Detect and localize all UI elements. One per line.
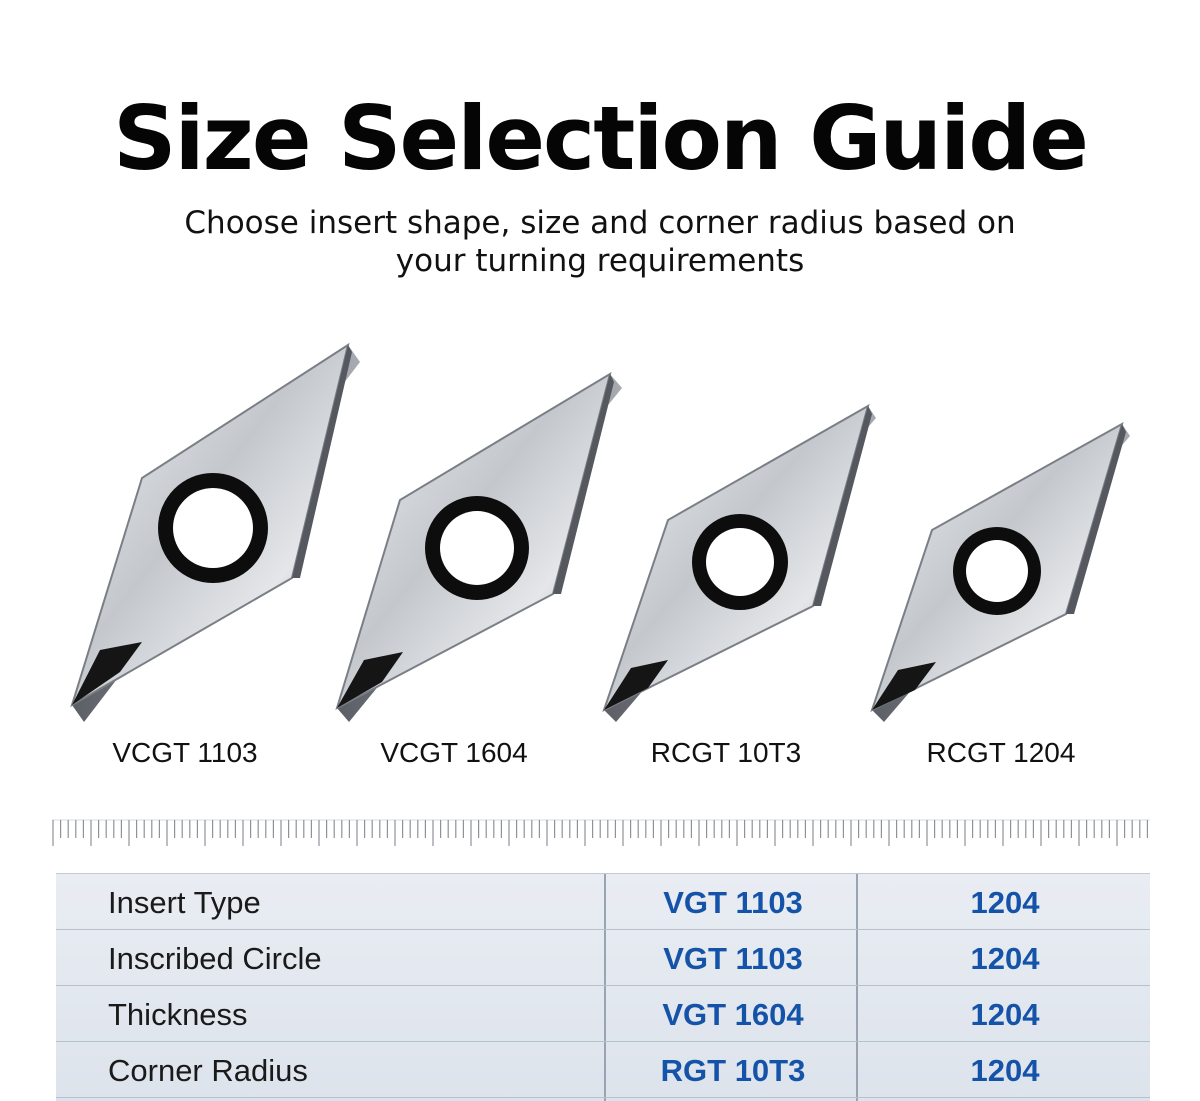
ruler-scale — [52, 812, 1150, 852]
row-value-1: RGT 10T3 — [660, 1053, 806, 1088]
row-value-2: 1204 — [970, 1053, 1040, 1088]
table-row-corner-radius — [56, 1042, 1150, 1098]
insert-vcgt-1103 — [72, 345, 360, 722]
table-row-inscribed-circle — [56, 930, 1150, 986]
row-label: Corner Radius — [108, 1053, 308, 1088]
insert-illustrations — [0, 330, 1200, 750]
row-label: Thickness — [108, 997, 248, 1032]
row-value-1: VGT 1604 — [662, 997, 804, 1032]
spec-table — [56, 873, 1150, 1101]
row-label: Inscribed Circle — [108, 941, 322, 976]
insert-label-2: VCGT 1604 — [380, 737, 528, 768]
insert-label-4: RCGT 1204 — [926, 737, 1076, 768]
insert-vcgt-1604 — [337, 374, 622, 722]
row-value-2: 1204 — [970, 885, 1040, 920]
insert-label-3: RCGT 10T3 — [650, 737, 802, 768]
table-row-thickness — [56, 986, 1150, 1042]
insert-rcgt-10t3 — [604, 406, 876, 722]
insert-rcgt-1204 — [872, 424, 1130, 722]
subtitle-line-2: your turning requirements — [395, 243, 805, 279]
row-value-2: 1204 — [970, 941, 1040, 976]
row-value-2: 1204 — [970, 997, 1040, 1032]
page-title: Size Selection Guide — [113, 87, 1087, 190]
row-value-1: VGT 1103 — [663, 941, 803, 976]
table-row-insert-type — [56, 874, 1150, 930]
row-label: Insert Type — [108, 885, 261, 920]
subtitle-line-1: Choose insert shape, size and corner radius based on — [184, 205, 1016, 241]
insert-label-1: VCGT 1103 — [112, 737, 258, 768]
row-value-1: VGT 1103 — [663, 885, 803, 920]
page-subtitle — [150, 204, 1050, 280]
